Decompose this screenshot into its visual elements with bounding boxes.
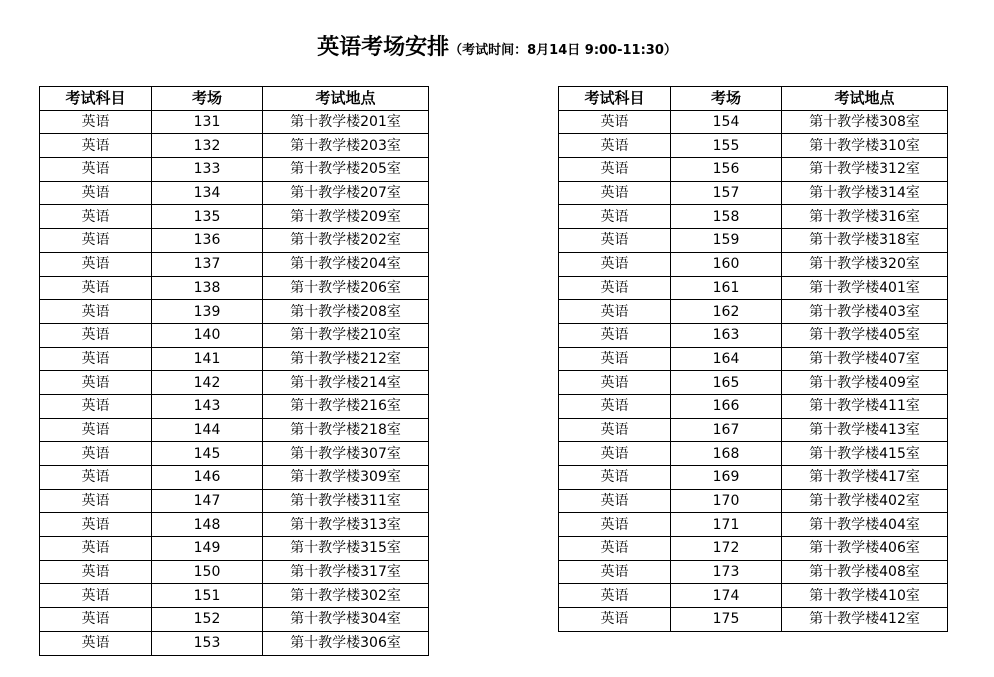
cell-room: 139 [152,300,263,324]
cell-location: 第十教学楼405室 [782,323,948,347]
cell-subject: 英语 [40,418,152,442]
title-subtitle: （考试时间：8月14日 9:00-11:30） [449,43,677,58]
cell-location: 第十教学楼212室 [263,347,429,371]
cell-subject: 英语 [40,300,152,324]
table-row [559,181,948,205]
cell-room: 174 [671,584,782,608]
cell-room: 146 [152,466,263,490]
cell-location: 第十教学楼415室 [782,442,948,466]
cell-subject: 英语 [40,608,152,632]
cell-subject: 英语 [40,442,152,466]
cell-room: 166 [671,394,782,418]
cell-subject: 英语 [40,631,152,655]
table-row [559,537,948,561]
cell-room: 155 [671,134,782,158]
table-row [559,466,948,490]
cell-subject: 英语 [559,300,671,324]
schedule-table-left [39,86,429,656]
cell-room: 151 [152,584,263,608]
table-row [559,371,948,395]
cell-room: 173 [671,560,782,584]
cell-location: 第十教学楼312室 [782,158,948,182]
cell-location: 第十教学楼309室 [263,466,429,490]
table-header-row [559,87,948,111]
page-title [0,30,994,61]
cell-room: 163 [671,323,782,347]
cell-location: 第十教学楼411室 [782,394,948,418]
cell-subject: 英语 [559,442,671,466]
cell-subject: 英语 [559,181,671,205]
cell-room: 147 [152,489,263,513]
table-row [40,181,429,205]
cell-location: 第十教学楼417室 [782,466,948,490]
cell-room: 157 [671,181,782,205]
table-row [40,584,429,608]
cell-subject: 英语 [559,513,671,537]
cell-location: 第十教学楼203室 [263,134,429,158]
cell-location: 第十教学楼320室 [782,252,948,276]
cell-room: 138 [152,276,263,300]
cell-room: 167 [671,418,782,442]
cell-room: 156 [671,158,782,182]
header-subject: 考试科目 [40,87,152,111]
cell-room: 149 [152,537,263,561]
cell-location: 第十教学楼315室 [263,537,429,561]
cell-location: 第十教学楼209室 [263,205,429,229]
cell-room: 134 [152,181,263,205]
cell-subject: 英语 [40,134,152,158]
cell-room: 143 [152,394,263,418]
cell-location: 第十教学楼406室 [782,537,948,561]
cell-subject: 英语 [559,347,671,371]
cell-subject: 英语 [40,394,152,418]
cell-subject: 英语 [559,158,671,182]
cell-room: 152 [152,608,263,632]
cell-room: 136 [152,229,263,253]
table-row [559,608,948,632]
cell-room: 170 [671,489,782,513]
table-row [559,394,948,418]
table-row [559,229,948,253]
cell-location: 第十教学楼313室 [263,513,429,537]
cell-location: 第十教学楼410室 [782,584,948,608]
cell-room: 158 [671,205,782,229]
table-row [559,323,948,347]
cell-location: 第十教学楼318室 [782,229,948,253]
cell-room: 175 [671,608,782,632]
cell-location: 第十教学楼205室 [263,158,429,182]
cell-location: 第十教学楼408室 [782,560,948,584]
table-header-row [40,87,429,111]
table-row [559,158,948,182]
cell-room: 144 [152,418,263,442]
cell-room: 165 [671,371,782,395]
cell-location: 第十教学楼216室 [263,394,429,418]
cell-location: 第十教学楼308室 [782,110,948,134]
table-row [559,300,948,324]
table-row [559,276,948,300]
schedule-table-right [558,86,948,632]
cell-location: 第十教学楼317室 [263,560,429,584]
cell-room: 137 [152,252,263,276]
cell-location: 第十教学楼403室 [782,300,948,324]
table-row [40,205,429,229]
table-row [559,584,948,608]
cell-subject: 英语 [40,513,152,537]
cell-room: 162 [671,300,782,324]
table-row [559,418,948,442]
cell-subject: 英语 [559,276,671,300]
header-room: 考场 [152,87,263,111]
table-row [40,537,429,561]
table-row [559,560,948,584]
cell-room: 168 [671,442,782,466]
table-row [40,276,429,300]
cell-location: 第十教学楼307室 [263,442,429,466]
table-row [40,229,429,253]
cell-location: 第十教学楼316室 [782,205,948,229]
cell-location: 第十教学楼412室 [782,608,948,632]
table-row [40,466,429,490]
cell-subject: 英语 [40,347,152,371]
table-row [40,347,429,371]
cell-subject: 英语 [559,394,671,418]
title-main: 英语考场安排 [317,34,450,60]
cell-room: 171 [671,513,782,537]
cell-location: 第十教学楼206室 [263,276,429,300]
cell-location: 第十教学楼210室 [263,323,429,347]
cell-subject: 英语 [40,252,152,276]
cell-subject: 英语 [559,323,671,347]
table-row [40,418,429,442]
cell-location: 第十教学楼201室 [263,110,429,134]
cell-subject: 英语 [559,110,671,134]
cell-subject: 英语 [40,323,152,347]
cell-room: 164 [671,347,782,371]
table-row [40,560,429,584]
cell-location: 第十教学楼401室 [782,276,948,300]
cell-subject: 英语 [559,371,671,395]
table-row [40,252,429,276]
cell-location: 第十教学楼310室 [782,134,948,158]
table-row [559,489,948,513]
cell-room: 172 [671,537,782,561]
table-row [559,205,948,229]
table-row [40,158,429,182]
cell-subject: 英语 [40,537,152,561]
cell-location: 第十教学楼306室 [263,631,429,655]
cell-location: 第十教学楼409室 [782,371,948,395]
cell-room: 145 [152,442,263,466]
cell-room: 154 [671,110,782,134]
table-row [40,371,429,395]
cell-room: 140 [152,323,263,347]
cell-location: 第十教学楼402室 [782,489,948,513]
cell-subject: 英语 [559,489,671,513]
cell-subject: 英语 [40,205,152,229]
cell-subject: 英语 [559,418,671,442]
table-row [559,347,948,371]
cell-location: 第十教学楼207室 [263,181,429,205]
header-location: 考试地点 [263,87,429,111]
cell-subject: 英语 [559,608,671,632]
cell-subject: 英语 [559,134,671,158]
table-row [40,489,429,513]
cell-subject: 英语 [559,229,671,253]
cell-room: 169 [671,466,782,490]
table-row [40,394,429,418]
cell-room: 141 [152,347,263,371]
cell-room: 132 [152,134,263,158]
table-row [40,134,429,158]
header-location: 考试地点 [782,87,948,111]
cell-subject: 英语 [40,466,152,490]
cell-subject: 英语 [40,371,152,395]
cell-subject: 英语 [559,466,671,490]
cell-location: 第十教学楼413室 [782,418,948,442]
cell-location: 第十教学楼404室 [782,513,948,537]
cell-subject: 英语 [559,584,671,608]
table-row [40,513,429,537]
table-row [40,300,429,324]
cell-location: 第十教学楼314室 [782,181,948,205]
table-row [559,442,948,466]
table-row [559,513,948,537]
cell-room: 148 [152,513,263,537]
cell-location: 第十教学楼204室 [263,252,429,276]
cell-subject: 英语 [559,252,671,276]
table-row [559,252,948,276]
cell-location: 第十教学楼407室 [782,347,948,371]
cell-subject: 英语 [40,489,152,513]
cell-location: 第十教学楼202室 [263,229,429,253]
cell-location: 第十教学楼311室 [263,489,429,513]
cell-location: 第十教学楼218室 [263,418,429,442]
cell-room: 133 [152,158,263,182]
cell-room: 159 [671,229,782,253]
cell-room: 135 [152,205,263,229]
table-row [40,110,429,134]
cell-subject: 英语 [559,560,671,584]
cell-subject: 英语 [40,181,152,205]
cell-subject: 英语 [40,584,152,608]
cell-room: 150 [152,560,263,584]
cell-subject: 英语 [40,158,152,182]
cell-room: 160 [671,252,782,276]
header-room: 考场 [671,87,782,111]
table-row [559,110,948,134]
header-subject: 考试科目 [559,87,671,111]
cell-subject: 英语 [559,205,671,229]
cell-room: 153 [152,631,263,655]
cell-subject: 英语 [40,110,152,134]
table-row [40,323,429,347]
cell-subject: 英语 [40,276,152,300]
cell-location: 第十教学楼304室 [263,608,429,632]
cell-subject: 英语 [40,560,152,584]
table-row [40,608,429,632]
cell-location: 第十教学楼302室 [263,584,429,608]
cell-room: 161 [671,276,782,300]
table-row [40,442,429,466]
table-row [559,134,948,158]
cell-location: 第十教学楼208室 [263,300,429,324]
cell-location: 第十教学楼214室 [263,371,429,395]
cell-subject: 英语 [40,229,152,253]
table-row [40,631,429,655]
cell-room: 142 [152,371,263,395]
cell-room: 131 [152,110,263,134]
cell-subject: 英语 [559,537,671,561]
